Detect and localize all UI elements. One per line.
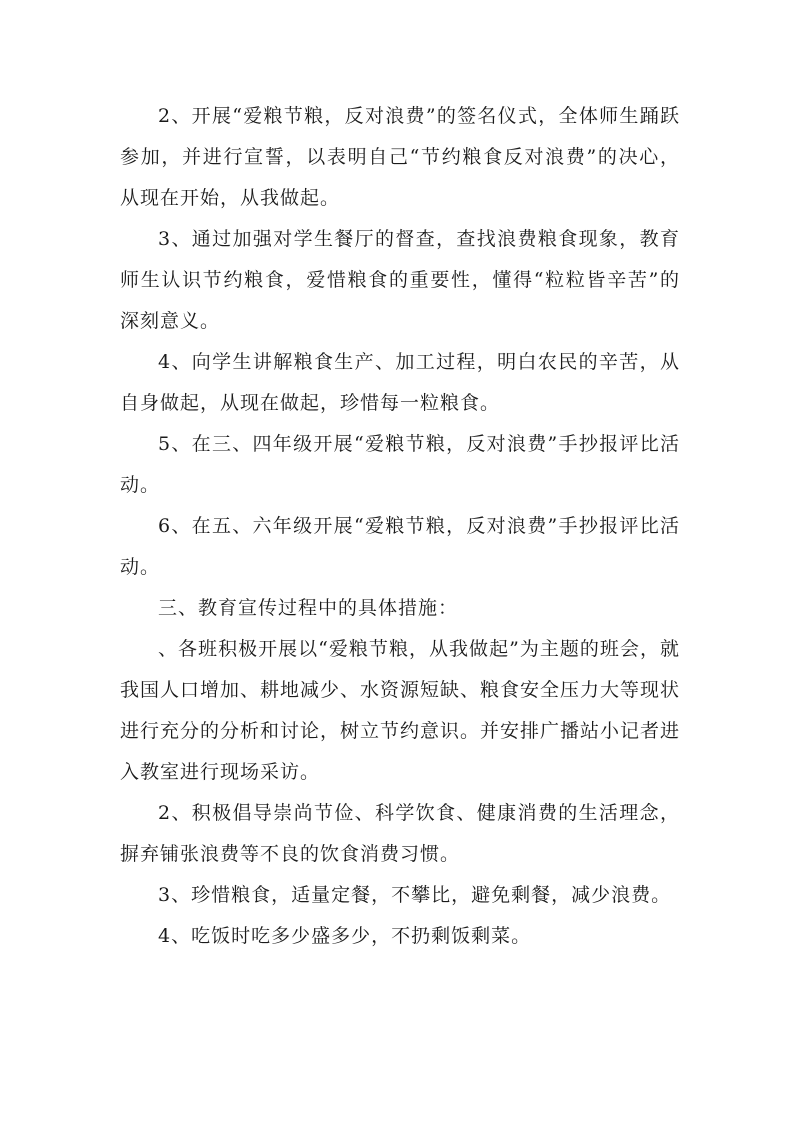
paragraph-grade-5-6-contest: 6、在五、六年级开展“爱粮节粮，反对浪费”手抄报评比活动。 xyxy=(120,515,680,578)
paragraph-cherish-food: 3、珍惜粮食，适量定餐，不攀比，避免剩餐，减少浪费。 xyxy=(158,884,672,906)
paragraph-signing-ceremony: 2、开展“爱粮节粮，反对浪费”的签名仪式，全体师生踊跃参加，并进行宣誓，以表明自己“节约粮食反对浪费”的决心，从现在开始，从我做起。 xyxy=(120,105,680,209)
paragraph-no-leftovers: 4、吃饭时吃多少盛多少，不扔剩饭剩菜。 xyxy=(158,925,532,947)
document-body xyxy=(120,96,680,957)
paragraph-frugality: 2、积极倡导崇尚节俭、科学饮食、健康消费的生活理念，摒弃铺张浪费等不良的饮食消费习惯。 xyxy=(120,802,680,865)
paragraph-canteen-inspection: 3、通过加强对学生餐厅的督查，查找浪费粮食现象，教育师生认识节约粮食，爱惜粮食的重要性，懂得“粒粒皆辛苦”的深刻意义。 xyxy=(120,228,680,332)
section-heading-measures: 三、教育宣传过程中的具体措施： xyxy=(158,597,459,619)
paragraph-grain-production: 4、向学生讲解粮食生产、加工过程，明白农民的辛苦，从自身做起，从现在做起，珍惜每一粒粮食。 xyxy=(120,351,680,414)
paragraph-class-meeting: 、各班积极开展以“爱粮节粮，从我做起”为主题的班会，就我国人口增加、耕地减少、水资源短缺、粮食安全压力大等现状进行充分的分析和讨论，树立节约意识。并安排广播站小记者进入教室进行现场采访。 xyxy=(120,638,681,783)
paragraph-grade-3-4-contest: 5、在三、四年级开展“爱粮节粮，反对浪费”手抄报评比活动。 xyxy=(120,433,680,496)
